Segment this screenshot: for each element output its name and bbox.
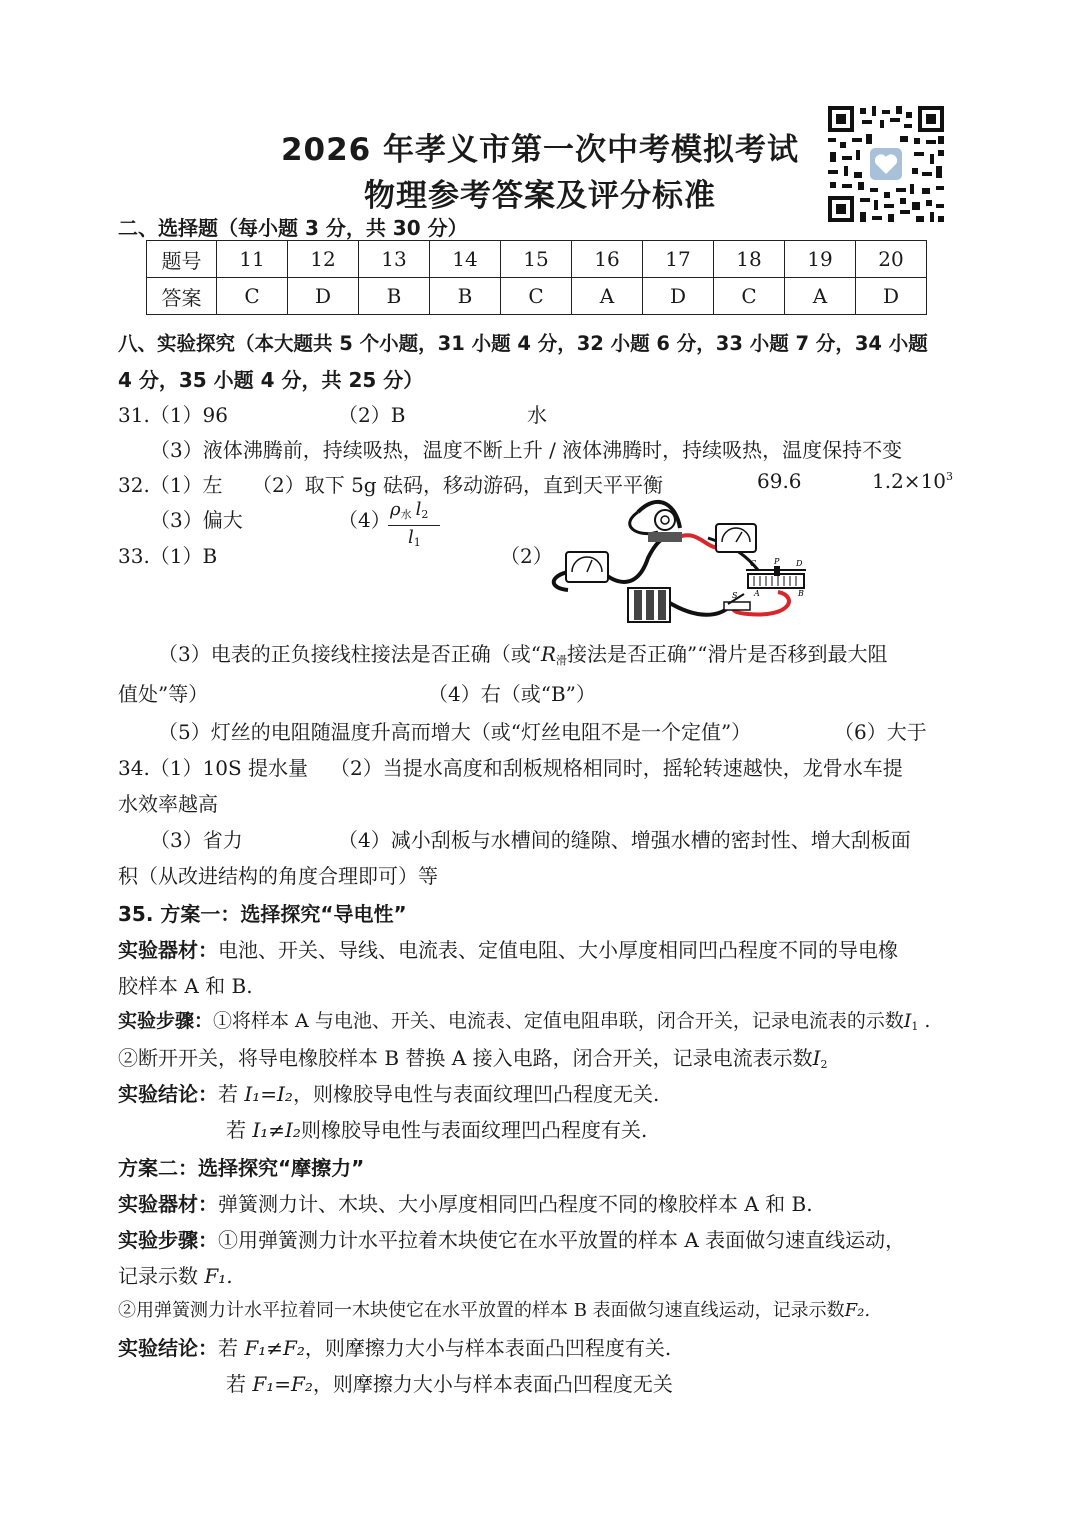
q35-plan2-title: 方案二：选择探究“摩擦力” — [118, 1156, 365, 1180]
wire-red — [676, 535, 720, 548]
step1-text: 记录示数 — [118, 1264, 198, 1288]
page-title: 2026 年孝义市第一次中考模拟考试 — [280, 132, 800, 168]
l-symbol: l — [408, 527, 414, 548]
conclusion-equation: F₁=F₂ — [252, 1372, 313, 1396]
answer-cell: D — [288, 278, 359, 315]
question-number-cell: 14 — [430, 241, 501, 278]
q31-part2-extra: 水 — [527, 403, 547, 427]
density-exponent: 3 — [946, 470, 954, 483]
question-number-cell: 20 — [856, 241, 927, 278]
q35-plan2-step2 — [118, 1296, 870, 1322]
r-symbol: R — [540, 642, 557, 666]
equipment-text: 电池、开关、导线、电流表、定值电阻、大小厚度相同凹凸程度不同的导电橡 — [218, 938, 898, 962]
answer-cell: D — [856, 278, 927, 315]
q32-value-density — [872, 469, 953, 493]
conclusion-pre: 若 — [218, 1336, 238, 1360]
answer-cell: B — [430, 278, 501, 315]
steps-label: 实验步骤： — [118, 1228, 218, 1252]
rho-subscript: 水 — [400, 508, 412, 521]
q32-part2: （2）取下 5g 砝码，移动游码，直到天平平衡 — [252, 473, 663, 497]
l-symbol: l — [415, 499, 422, 520]
r-subscript: 滑 — [556, 654, 568, 667]
q35-plan1-conclusion1 — [118, 1078, 659, 1107]
conclusion-equation: I₁=I₂ — [244, 1082, 293, 1106]
q33-part4: （4）右（或“B”） — [428, 682, 596, 706]
force-symbol: F₁. — [204, 1264, 233, 1288]
row-label-question: 题号 — [147, 241, 217, 278]
answer-cell: A — [785, 278, 856, 315]
ammeter-icon — [566, 552, 608, 582]
q35-plan1-equipment-line2: 胶样本 A 和 B. — [118, 974, 253, 998]
label-p: P — [774, 557, 780, 566]
q33-part3-line2: 值处”等） — [118, 682, 209, 706]
conclusion-post: ，则橡胶导电性与表面纹理凹凸程度无关. — [292, 1082, 660, 1106]
q33-part3-text-a: （3）电表的正负接线柱接法是否正确（或“ — [158, 642, 541, 666]
q35-plan1-step2 — [118, 1042, 827, 1071]
answer-cell: A — [572, 278, 643, 315]
q33-part2: （2） — [500, 544, 553, 568]
wire-black — [668, 602, 728, 615]
question-number-row — [147, 241, 927, 278]
conclusion-pre: 若 — [218, 1082, 238, 1106]
q34-part2-line1: （2）当提水高度和刮板规格相同时，摇轮转速越快，龙骨水车提 — [330, 756, 903, 780]
q32-part3: （3）偏大 — [150, 508, 243, 532]
fraction-bar — [388, 525, 440, 526]
conclusion-equation: F₁≠F₂ — [244, 1336, 305, 1360]
conclusion-post: ，则摩擦力大小与样本表面凸凹程度无关 — [312, 1372, 673, 1396]
q31-part1: 31.（1）96 — [118, 403, 228, 427]
current-subscript: 2 — [820, 1058, 828, 1071]
equipment-label: 实验器材： — [118, 1192, 218, 1216]
label-c: C — [750, 559, 757, 568]
q35-plan1-title: 35. 方案一：选择探究“导电性” — [118, 902, 407, 926]
q33-part5: （5）灯丝的电阻随温度升高而增大（或“灯丝电阻不是一个定值”） — [158, 720, 752, 744]
q34-part4-line2: 积（从改进结构的角度合理即可）等 — [118, 864, 438, 888]
label-d: D — [796, 559, 803, 568]
conclusion-post: ，则摩擦力大小与样本表面凸凹程度有关. — [304, 1336, 672, 1360]
current-symbol: I — [903, 1010, 912, 1032]
wire-black — [630, 512, 658, 534]
answer-cell: D — [643, 278, 714, 315]
step2-text: ②断开开关，将导电橡胶样本 B 替换 A 接入电路，闭合开关，记录电流表示数 — [118, 1046, 813, 1070]
q35-plan2-step1-line2 — [118, 1260, 233, 1289]
conclusion-pre: 若 — [226, 1372, 246, 1396]
q33-part6: （6）大于 — [834, 720, 927, 744]
step1-text: ①用弹簧测力计水平拉着木块使它在水平放置的样本 A 表面做匀速直线运动， — [218, 1228, 906, 1252]
q32-part1: 32.（1）左 — [118, 473, 223, 497]
question-number-cell: 18 — [714, 241, 785, 278]
formula-denominator — [408, 527, 421, 549]
conclusion-pre: 若 — [226, 1118, 246, 1142]
q35-plan2-step1-line1 — [118, 1224, 905, 1253]
rho-symbol: ρ — [390, 499, 401, 520]
question-number-cell: 11 — [217, 241, 288, 278]
voltmeter-icon — [716, 524, 756, 552]
question-number-cell: 19 — [785, 241, 856, 278]
q35-plan1-step1 — [118, 1006, 930, 1033]
l-subscript: 2 — [421, 508, 429, 521]
step2-text: ②用弹簧测力计水平拉着同一木块使它在水平放置的样本 B 表面做匀速直线运动，记录示数 — [118, 1300, 845, 1321]
section8-heading-line1: 八、实验探究（本大题共 5 个小题，31 小题 4 分，32 小题 6 分，33 小题 7 分，34 小题 — [118, 332, 928, 355]
answer-cell: C — [217, 278, 288, 315]
equipment-label: 实验器材： — [118, 938, 218, 962]
density-base: 1.2×10 — [872, 469, 947, 493]
q31-part2: （2）B — [338, 403, 406, 427]
q34-part4-line1: （4）减小刮板与水槽间的缝隙、增强水槽的密封性、增大刮板面 — [338, 828, 911, 852]
q34-part1: 34.（1）10S 提水量 — [118, 756, 309, 780]
current-subscript: 1 — [911, 1020, 919, 1033]
step1-text: ①将样本 A 与电池、开关、电流表、定值电阻串联，闭合开关，记录电流表的示数 — [213, 1010, 904, 1032]
q31-part3: （3）液体沸腾前，持续吸热，温度不断上升 / 液体沸腾时，持续吸热，温度保持不变 — [150, 438, 903, 462]
q35-plan1-conclusion2 — [226, 1114, 647, 1143]
q33-part3-line1 — [158, 638, 887, 668]
formula-numerator — [390, 499, 428, 522]
conclusion-equation: I₁≠I₂ — [252, 1118, 301, 1142]
answer-cell: C — [501, 278, 572, 315]
answer-row — [147, 278, 927, 315]
question-number-cell: 16 — [572, 241, 643, 278]
answer-cell: B — [359, 278, 430, 315]
question-number-cell: 17 — [643, 241, 714, 278]
label-s: S — [732, 591, 738, 600]
q35-plan2-conclusion2 — [226, 1368, 673, 1397]
q32-part4: （4） — [338, 508, 391, 532]
page-subtitle: 物理参考答案及评分标准 — [364, 178, 716, 214]
steps-label: 实验步骤： — [118, 1010, 214, 1032]
q34-part2-line2: 水效率越高 — [118, 792, 218, 816]
conclusion-post: 则橡胶导电性与表面纹理凹凸程度有关. — [300, 1118, 648, 1142]
q35-plan2-equipment — [118, 1188, 813, 1217]
step1-end: . — [918, 1010, 931, 1032]
row-label-answer: 答案 — [147, 278, 217, 315]
circuit-diagram — [548, 498, 810, 626]
equipment-text: 弹簧测力计、木块、大小厚度相同凹凸程度不同的橡胶样本 A 和 B. — [218, 1192, 813, 1216]
current-symbol: I — [812, 1046, 821, 1070]
section8-heading-line2: 4 分，35 小题 4 分，共 25 分） — [118, 368, 424, 392]
question-number-cell: 15 — [501, 241, 572, 278]
section2-heading: 二、选择题（每小题 3 分，共 30 分） — [118, 216, 468, 240]
force-symbol: F₂. — [844, 1300, 871, 1321]
answer-table — [146, 240, 927, 315]
l-subscript: 1 — [413, 536, 421, 549]
label-b: B — [798, 589, 804, 598]
q33-part1: 33.（1）B — [118, 544, 218, 568]
q34-part3: （3）省力 — [150, 828, 243, 852]
qr-code-icon — [826, 104, 946, 224]
q35-plan1-equipment-line1 — [118, 934, 898, 963]
q35-plan2-conclusion1 — [118, 1332, 671, 1361]
answer-cell: C — [714, 278, 785, 315]
question-number-cell: 13 — [359, 241, 430, 278]
conclusion-label: 实验结论： — [118, 1336, 218, 1360]
q32-value-mass: 69.6 — [757, 469, 802, 493]
conclusion-label: 实验结论： — [118, 1082, 218, 1106]
label-a: A — [754, 589, 760, 598]
question-number-cell: 12 — [288, 241, 359, 278]
rheostat-icon — [746, 566, 806, 588]
q33-part3-text-b: 接法是否正确”“滑片是否移到最大阻 — [567, 642, 888, 666]
battery-icon — [628, 588, 670, 622]
